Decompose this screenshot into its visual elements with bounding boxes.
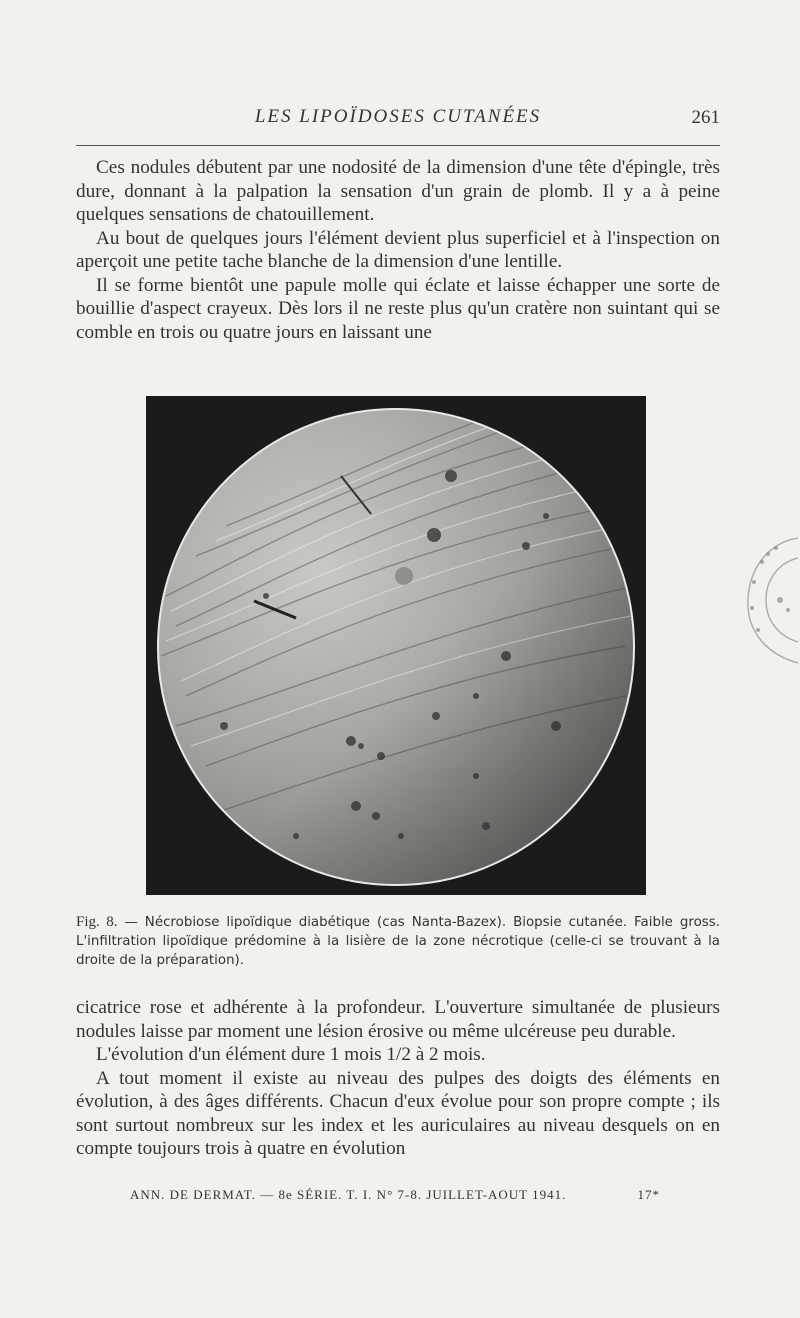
paragraph: Ces nodules débutent par une nodosité de la dimension d'une tête d'épingle, très dure, donnant à la palpation la sensation d'un grain de plomb. Il y a à peine quelques sensations de chatouillement. bbox=[76, 157, 720, 225]
library-stamp-icon bbox=[728, 518, 800, 678]
micrograph-image bbox=[146, 396, 646, 895]
journal-reference: ANN. DE DERMAT. — 8e SÉRIE. T. I. N° 7-8. JUILLET-AOUT 1941. bbox=[130, 1187, 567, 1202]
figure-caption-text: — Nécrobiose lipoïdique diabétique (cas Nanta-Bazex). Biopsie cutanée. Faible gross. L'infiltration lipoïdique prédomine à la lisière de la zone nécrotique (celle-ci se trouvant à la droite de la préparation). bbox=[76, 915, 720, 968]
body-text-top bbox=[76, 156, 720, 344]
body-text-bottom bbox=[76, 996, 720, 1161]
page-number: 261 bbox=[691, 107, 720, 128]
header-rule bbox=[76, 145, 720, 146]
micrograph-figure bbox=[146, 396, 646, 895]
paragraph: cicatrice rose et adhérente à la profondeur. L'ouverture simultanée de plusieurs nodules laisse par moment une lésion érosive ou même ulcéreuse peu durable. bbox=[76, 997, 720, 1042]
figure-caption bbox=[76, 913, 720, 970]
paragraph: Il se forme bientôt une papule molle qui éclate et laisse échapper une sorte de bouillie d'aspect crayeux. Dès lors il ne reste plus qu'un cratère non suintant qui se comble en trois ou quatre jours en laissant une bbox=[76, 274, 720, 343]
paragraph: A tout moment il existe au niveau des pulpes des doigts des éléments en évolution, à des âges différents. Chacun d'eux évolue pour son propre compte ; ils sont surtout nombreux sur les index et les auriculaires au niveau desquels on en compte toujours trois à quatre en évolution bbox=[76, 1067, 720, 1159]
paragraph: Au bout de quelques jours l'élément devient plus superficiel et à l'inspection on aperçoit une petite tache blanche de la dimension d'une lentille. bbox=[76, 227, 720, 272]
page-header bbox=[76, 106, 720, 134]
paragraph: L'évolution d'un élément dure 1 mois 1/2 à 2 mois. bbox=[96, 1044, 486, 1065]
signature-mark: 17* bbox=[637, 1187, 660, 1202]
running-title: LES LIPOÏDOSES CUTANÉES bbox=[254, 106, 542, 127]
page-footer bbox=[130, 1187, 660, 1207]
figure-label: Fig. 8. bbox=[76, 914, 118, 930]
